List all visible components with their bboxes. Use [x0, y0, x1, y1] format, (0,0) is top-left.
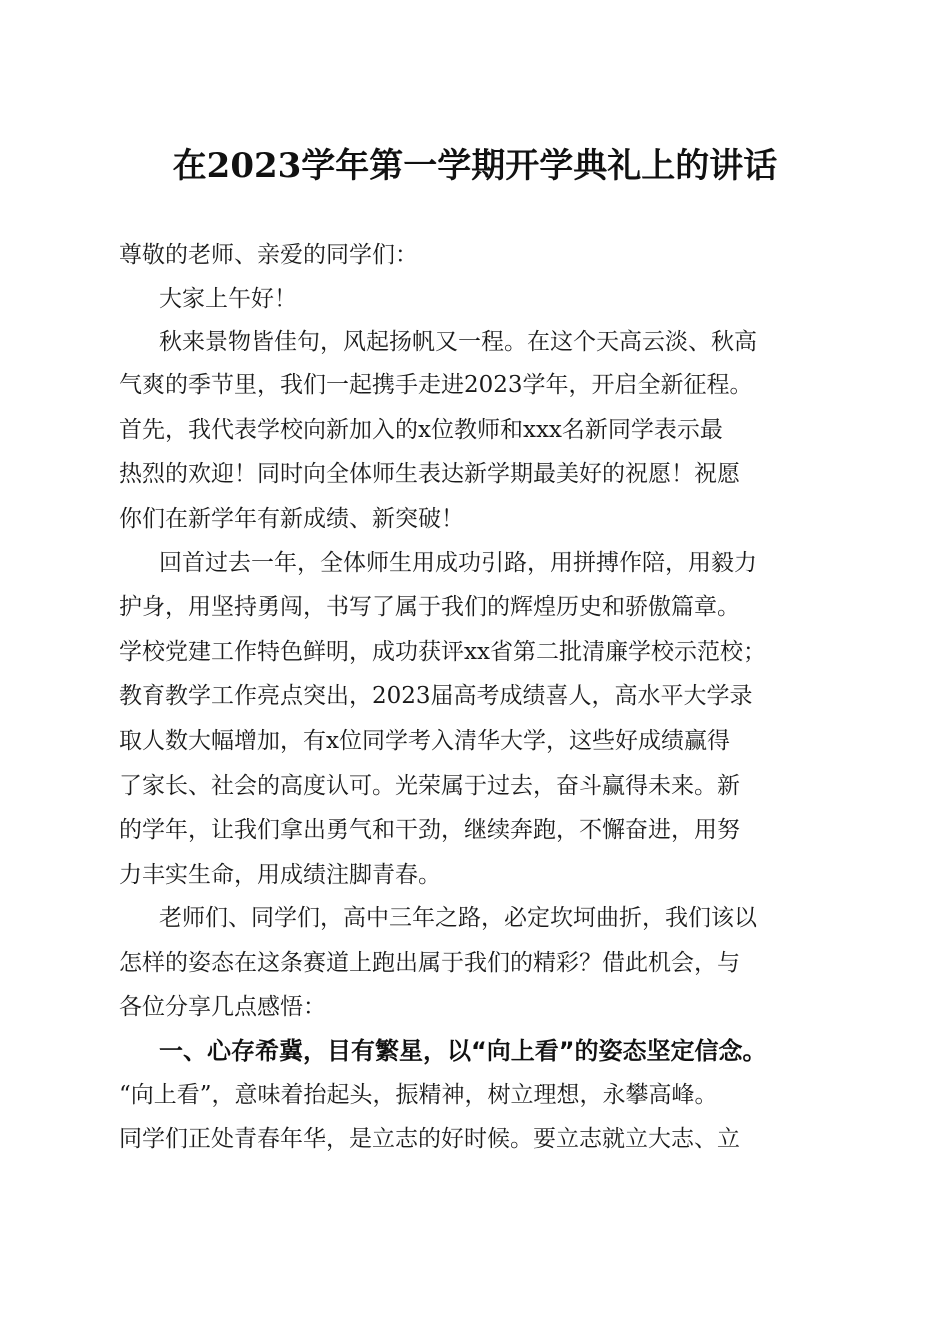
paragraph-line: 回首过去一年，全体师生用成功引路，用拼搏作陪，用毅力	[159, 550, 757, 576]
salutation: 尊敬的老师、亲爱的同学们：	[119, 242, 418, 268]
paragraph-line: 取人数大幅增加，有x位同学考入清华大学，这些好成绩赢得	[119, 728, 730, 754]
paragraph-line: 同学们正处青春年华，是立志的好时候。要立志就立大志、立	[119, 1126, 740, 1152]
paragraph-line: 怎样的姿态在这条赛道上跑出属于我们的精彩？借此机会，与	[119, 950, 740, 976]
paragraph-line: 老师们、同学们，高中三年之路，必定坎坷曲折，我们该以	[159, 905, 757, 931]
greeting: 大家上午好！	[159, 286, 297, 312]
paragraph-line: 气爽的季节里，我们一起携手走进2023学年，开启全新征程。	[119, 372, 753, 398]
paragraph-line: 学校党建工作特色鲜明，成功获评xx省第二批清廉学校示范校；	[119, 639, 766, 665]
paragraph-line: 护身，用坚持勇闯，书写了属于我们的辉煌历史和骄傲篇章。	[119, 594, 740, 620]
paragraph-line: 你们在新学年有新成绩、新突破！	[119, 506, 464, 532]
paragraph-line: 了家长、社会的高度认可。光荣属于过去，奋斗赢得未来。新	[119, 773, 740, 799]
paragraph-line: 的学年，让我们拿出勇气和干劲，继续奔跑，不懈奋进，用努	[119, 817, 740, 843]
document-title: 在2023学年第一学期开学典礼上的讲话	[172, 146, 778, 186]
paragraph-line: 首先，我代表学校向新加入的x位教师和xxx名新同学表示最	[119, 417, 723, 443]
section-heading: 一、心存希冀，目有繁星，以“向上看”的姿态坚定信念。	[159, 1037, 767, 1065]
paragraph-line: “向上看”，意味着抬起头，振精神，树立理想，永攀高峰。	[119, 1082, 718, 1108]
paragraph-line: 力丰实生命，用成绩注脚青春。	[119, 862, 441, 888]
paragraph-line: 各位分享几点感悟：	[119, 994, 326, 1020]
paragraph-line: 教育教学工作亮点突出，2023届高考成绩喜人，高水平大学录	[119, 683, 753, 709]
paragraph-line: 秋来景物皆佳句，风起扬帆又一程。在这个天高云淡、秋高	[159, 329, 757, 355]
paragraph-line: 热烈的欢迎！同时向全体师生表达新学期最美好的祝愿！祝愿	[119, 461, 740, 487]
